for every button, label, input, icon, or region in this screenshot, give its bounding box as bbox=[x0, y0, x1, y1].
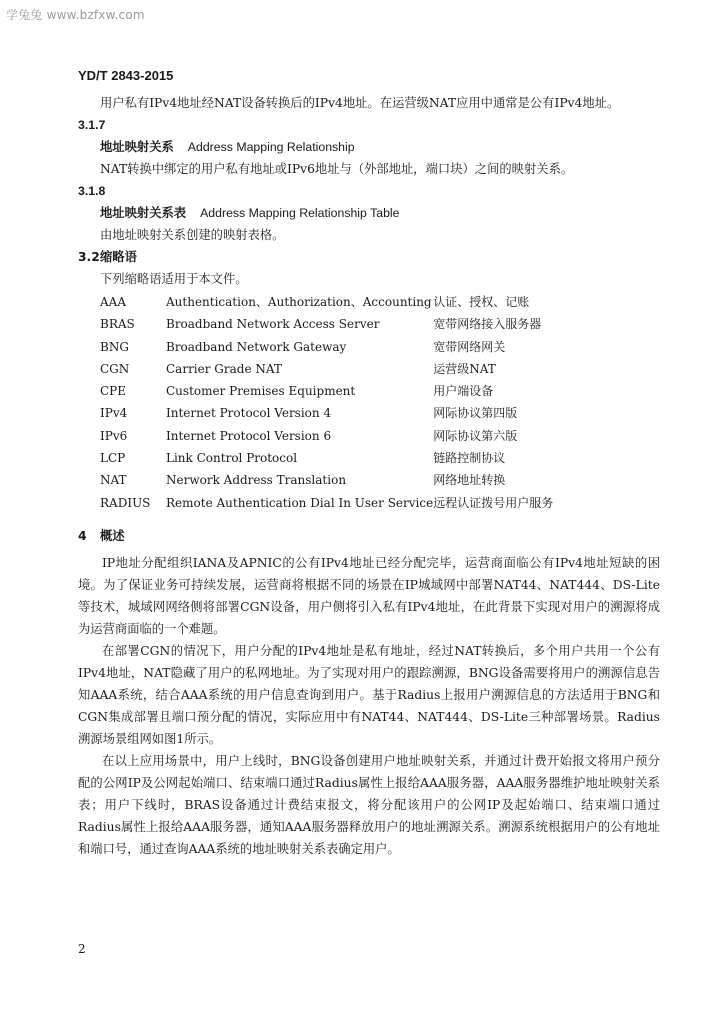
term-definition: NAT转换中绑定的用户私有地址或IPv6地址与（外部地址，端口块）之间的映射关系。 bbox=[100, 162, 574, 176]
term-3-1-8 bbox=[78, 180, 660, 246]
section-title: 缩略语 bbox=[100, 250, 137, 264]
abbr-english: Internet Protocol Version 6 bbox=[166, 428, 332, 443]
table-row bbox=[100, 358, 553, 380]
abbr-english: Customer Premises Equipment bbox=[166, 384, 356, 399]
section-number: 4 bbox=[78, 528, 87, 543]
abbr-code: RADIUS bbox=[100, 495, 151, 510]
abbr-code: BNG bbox=[100, 339, 129, 354]
table-row bbox=[100, 291, 553, 313]
term-name-en: Address Mapping Relationship bbox=[187, 140, 355, 154]
abbr-english: Remote Authentication Dial In User Service bbox=[166, 495, 434, 510]
abbr-english: Broadband Network Access Server bbox=[166, 317, 380, 332]
abbr-english: Internet Protocol Version 4 bbox=[166, 406, 332, 421]
section-title: 概述 bbox=[100, 528, 125, 543]
abbr-code: IPv4 bbox=[100, 406, 128, 421]
overview-paragraph-1: IP地址分配组织IANA及APNIC的公有IPv4地址已经分配完毕，运营商面临公有IPv4地址短缺的困境。为了保证业务可持续发展，运营商将根据不同的场景在IP城域网中部署NAT44、NAT444、DS-Lite等技术，城域网网络侧将部署CGN设备，用户侧将引入私有IPv4地址，在此背景下实现对用户的溯源将成为运营商面临的一个难题。 bbox=[78, 555, 660, 636]
abbr-chinese: 远程认证拨号用户服务 bbox=[433, 495, 554, 510]
table-row bbox=[100, 425, 553, 447]
page-body bbox=[78, 92, 660, 860]
table-row bbox=[100, 469, 553, 491]
abbr-chinese: 链路控制协议 bbox=[433, 451, 506, 466]
table-row bbox=[100, 402, 553, 424]
clause-number: 3.1.7 bbox=[78, 118, 106, 132]
abbreviations-table bbox=[100, 291, 553, 514]
table-row bbox=[100, 447, 553, 469]
watermark: 学兔兔 www.bzfxw.com bbox=[6, 8, 145, 22]
term-title bbox=[78, 202, 660, 224]
page-number: 2 bbox=[78, 942, 86, 956]
abbr-chinese: 网际协议第四版 bbox=[433, 406, 518, 421]
abbr-english: Broadband Network Gateway bbox=[166, 339, 347, 354]
abbr-chinese: 认证、授权、记账 bbox=[433, 295, 530, 309]
table-row bbox=[100, 336, 553, 358]
table-row bbox=[100, 380, 553, 402]
abbr-chinese: 用户端设备 bbox=[433, 384, 494, 399]
overview-paragraph-2: 在部署CGN的情况下，用户分配的IPv4地址是私有地址，经过NAT转换后，多个用户共用一个公有IPv4地址，NAT隐藏了用户的私网地址。为了实现对用户的跟踪溯源，BNG设备需要将用户的溯源信息告知AAA系统，结合AAA系统的用户信息查询到用户。基于Radius上报用户溯源信息的方法适用于BNG和CGN集成部署且端口预分配的情况，实际应用中有NAT44、NAT444、DS-Lite三种部署场景。Radius溯源场景组网如图1所示。 bbox=[78, 643, 660, 746]
continued-definition: 用户私有IPv4地址经NAT设备转换后的IPv4地址。在运营级NAT应用中通常是公有IPv4地址。 bbox=[100, 96, 620, 110]
abbreviations-intro: 下列缩略语适用于本文件。 bbox=[100, 272, 248, 286]
term-3-1-7 bbox=[78, 114, 660, 180]
abbr-code: CGN bbox=[100, 361, 130, 376]
abbr-english: Authentication、Authorization、Accounting bbox=[166, 295, 432, 309]
term-definition: 由地址映射关系创建的映射表格。 bbox=[100, 228, 285, 242]
clause-number: 3.1.8 bbox=[78, 184, 106, 198]
abbr-chinese: 宽带网络接入服务器 bbox=[433, 317, 542, 332]
abbr-code: LCP bbox=[100, 451, 126, 466]
abbr-code: BRAS bbox=[100, 317, 135, 332]
abbr-english: Link Control Protocol bbox=[166, 451, 298, 466]
abbr-chinese: 宽带网络网关 bbox=[433, 339, 506, 354]
table-row bbox=[100, 492, 553, 514]
abbr-english: Nerwork Address Translation bbox=[166, 473, 347, 488]
abbr-code: CPE bbox=[100, 384, 127, 399]
abbr-chinese: 网络地址转换 bbox=[433, 473, 506, 488]
abbr-code: IPv6 bbox=[100, 428, 128, 443]
term-name-zh: 地址映射关系 bbox=[100, 139, 174, 154]
term-name-zh: 地址映射关系表 bbox=[100, 205, 187, 220]
abbr-chinese: 运营级NAT bbox=[433, 361, 496, 376]
term-name-en: Address Mapping Relationship Table bbox=[200, 206, 400, 220]
abbr-code: AAA bbox=[100, 295, 126, 309]
section-heading-3-2 bbox=[78, 246, 660, 268]
term-title bbox=[78, 136, 660, 158]
section-heading-4 bbox=[78, 525, 660, 547]
abbr-chinese: 网际协议第六版 bbox=[433, 428, 518, 443]
overview-paragraph-3: 在以上应用场景中，用户上线时，BNG设备创建用户地址映射关系，并通过计费开始报文将用户预分配的公网IP及公网起始端口、结束端口通过Radius属性上报给AAA服务器，AAA服务器维护地址映射关系表；用户下线时，BRAS设备通过计费结束报文，将分配该用户的公网IP及起始端口、结束端口通过Radius属性上报给AAA服务器，通知AAA服务器释放用户的地址溯源关系。溯源系统根据用户的公有地址和端口号，通过查询AAA系统的地址映射关系表确定用户。 bbox=[78, 753, 660, 856]
section-number: 3.2 bbox=[78, 250, 100, 264]
standard-number: YD/T 2843-2015 bbox=[78, 68, 174, 83]
table-row bbox=[100, 313, 553, 335]
abbr-code: NAT bbox=[100, 473, 127, 488]
abbr-english: Carrier Grade NAT bbox=[166, 361, 282, 376]
